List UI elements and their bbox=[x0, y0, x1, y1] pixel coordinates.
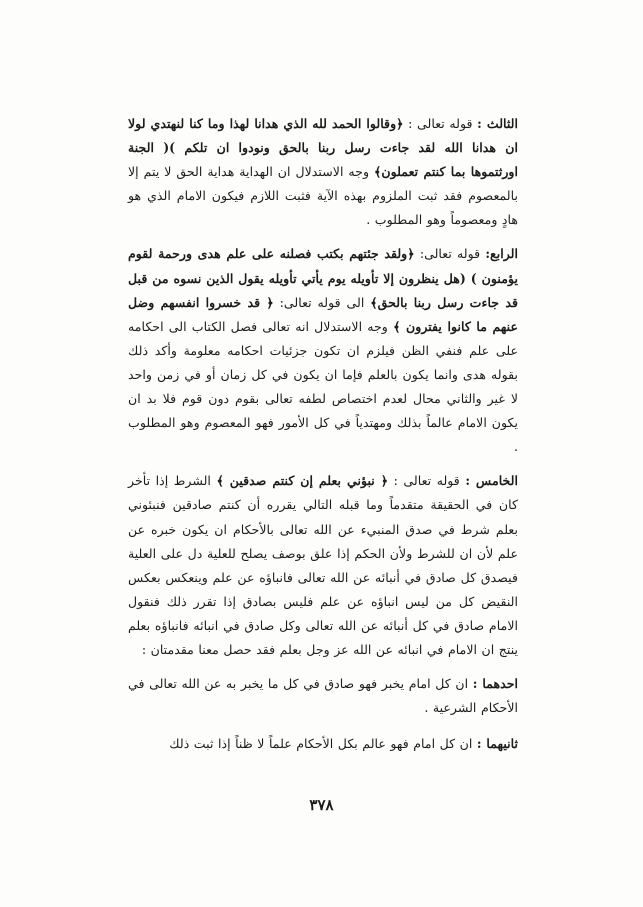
paragraph-premise-two bbox=[128, 732, 518, 756]
quran-quote: ﴿ولقد جئتهم بكتب فصلنه على علم هدى ورحمة لقوم يؤمنون ) (هل ينظرون إلا تأويله يوم يأتي تأويله يقول الذين نسوه من قبل قد جاءت رسل ربنا بالحق﴾ bbox=[128, 246, 518, 310]
paragraph-lead: الرابع: bbox=[485, 246, 519, 262]
text-segment: الى قوله تعالى: bbox=[273, 294, 371, 310]
text-segment: وجه الاستدلال ان الهداية هداية الحق لا يتم إلا بالمعصوم فقد ثبت الملزوم بهذه الآية فثبت اللازم فيكون الامام الذي هو هادٍ ومعصوماً وهو المطلوب . bbox=[128, 164, 518, 228]
paragraph-lead: الثالث : bbox=[477, 116, 519, 131]
text-segment: قوله تعالى : bbox=[388, 473, 466, 489]
quran-quote: ﴿ قد خسروا انفسهم وضل عنهم ما كانوا يفترون ﴾ bbox=[128, 294, 518, 334]
text-segment: الشرط إذا تأخر كان في الحقيقة متقدماً وما قبله التالي يقرره أن كنتم صادقين فنبئوني بعلم شرط في صدق المنبيء عن الله تعالى بالأحكام ان يكون خبره عن علم لأن ان للشرط ولأن الحكم إذا علق بوصف يصلح للعلية دل على العلية فيصدق كل صادق في أنبائه عن الله تعالى فانباؤه عن علم وينعكس بعكس النقيض كل من ليس انباؤه عن علم فليس بصادق إذا تقرر ذلك فنقول الامام صادق في كل أنبائه عن الله تعالى وكل صادق في انبائه فانباؤه بعلم ينتج ان الامام في انبائه عن الله عز وجل بعلم فقد حصل معنا مقدمتان : bbox=[128, 473, 518, 657]
quran-quote: ﴿وقالوا الحمد لله الذي هدانا لهذا وما كنا لنهتدي لولا ان هدانا الله لقد جاءت رسل ربنا بالحق ونودوا ان تلكم )( الجنة اورثتموها بما كنتم تعملون﴾ bbox=[128, 116, 518, 180]
page-number: ٣٧٨ bbox=[309, 796, 334, 814]
paragraph-third bbox=[128, 112, 518, 232]
paragraph-lead: ثانيهما : bbox=[476, 736, 518, 752]
quran-quote: ﴿ نبؤني بعلم إن كنتم صدقين ﴾ bbox=[216, 473, 389, 489]
paragraph-lead: الخامس : bbox=[465, 473, 519, 489]
page-body bbox=[128, 112, 518, 756]
paragraph-lead: احدهما : bbox=[472, 676, 519, 692]
paragraph-fifth bbox=[128, 469, 518, 662]
text-segment: ان كل امام يخبر فهو صادق في كل ما يخبر به عن الله تعالى في الأحكام الشرعية . bbox=[128, 676, 518, 716]
text-segment: قوله تعالى : bbox=[403, 116, 478, 131]
text-segment: قوله تعالى: bbox=[414, 246, 486, 262]
text-segment: وجه الاستدلال انه تعالى فصل الكتاب الى احكامه على علم فنفي الظن فيلزم ان تكون جزئيات احكامه معلومة وأكد ذلك بقوله هدى وانما يكون بالعلم فإما ان يكون في كل زمان أو في زمن واحد لا غير والثاني محال لعدم اختصاص لطفه تعالى بقوم دون قوم فلا بد ان يكون الامام عالماً بذلك ومهتدياً في كل الأمور فهو المعصوم وهو المطلوب . bbox=[128, 318, 518, 455]
text-segment: ان كل امام فهو عالم بكل الأحكام علماً لا ظناً إذا ثبت ذلك bbox=[169, 736, 477, 752]
paragraph-fourth bbox=[128, 242, 518, 459]
paragraph-premise-one bbox=[128, 672, 518, 720]
